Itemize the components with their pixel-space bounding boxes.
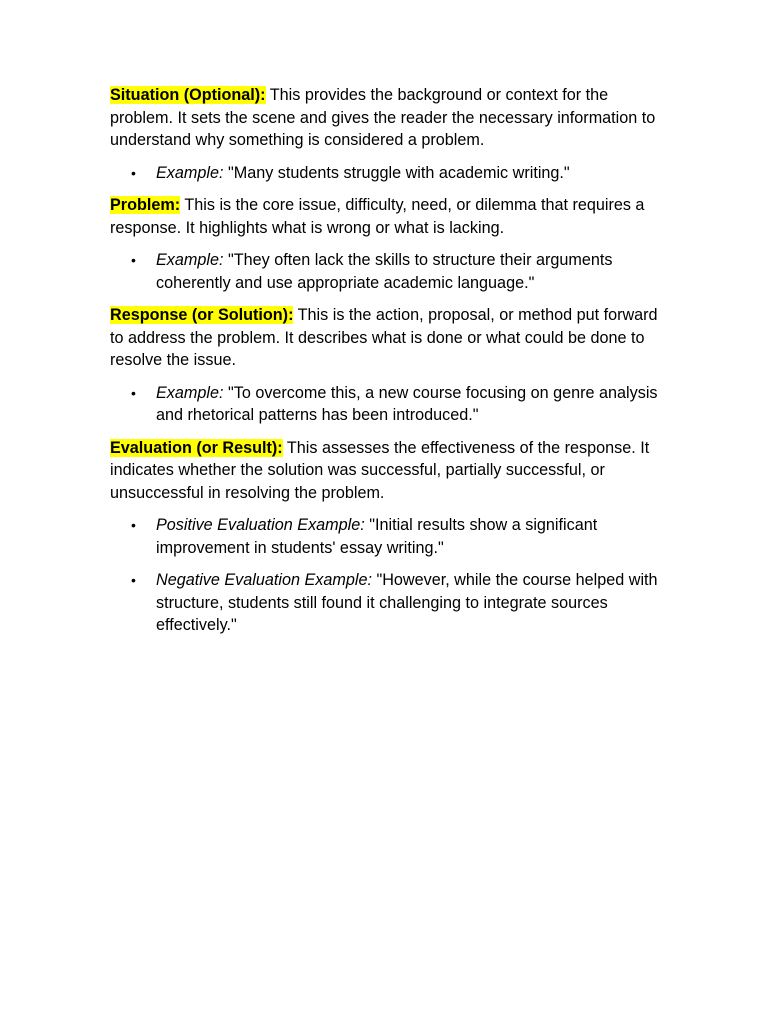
problem-paragraph bbox=[110, 194, 662, 239]
response-description: This is the action, proposal, or method put forward to address the problem. It describes what is done or what could be done to resolve the issue. bbox=[110, 306, 658, 369]
bullet-icon: • bbox=[131, 384, 136, 401]
evaluation-term: Evaluation (or Result): bbox=[110, 438, 283, 457]
example-quote: "Many students struggle with academic writing." bbox=[223, 163, 570, 182]
example-label: Example: bbox=[156, 163, 224, 182]
example-quote: "They often lack the skills to structure their arguments coherently and use appropriate academic language." bbox=[156, 251, 613, 292]
negative-evaluation-example-item bbox=[110, 569, 662, 637]
response-examples bbox=[110, 382, 662, 427]
situation-description: This provides the background or context for the problem. It sets the scene and gives the reader the necessary information to understand why something is considered a problem. bbox=[110, 86, 656, 149]
problem-description: This is the core issue, difficulty, need, or dilemma that requires a response. It highlights what is wrong or what is lacking. bbox=[110, 196, 645, 237]
positive-example-label: Positive Evaluation Example: bbox=[156, 516, 365, 534]
evaluation-description: This assesses the effectiveness of the response. It indicates whether the solution was successful, partially successful, or unsuccessful in resolving the problem. bbox=[110, 438, 650, 502]
negative-example-label: Negative Evaluation Example: bbox=[156, 571, 372, 589]
example-label: Example: bbox=[156, 383, 224, 402]
problem-example-item bbox=[110, 249, 662, 294]
situation-examples bbox=[110, 162, 662, 185]
bullet-icon: • bbox=[131, 572, 136, 588]
evaluation-examples bbox=[110, 514, 662, 637]
problem-term: Problem: bbox=[110, 196, 181, 214]
response-paragraph bbox=[110, 304, 662, 372]
situation-paragraph bbox=[110, 84, 662, 152]
evaluation-paragraph bbox=[110, 437, 662, 505]
bullet-icon: • bbox=[131, 164, 136, 181]
bullet-icon: • bbox=[131, 517, 136, 533]
example-label: Example: bbox=[156, 251, 224, 269]
bullet-icon: • bbox=[131, 252, 136, 268]
response-example-item bbox=[110, 382, 662, 427]
response-term: Response (or Solution): bbox=[110, 306, 294, 324]
situation-term: Situation (Optional): bbox=[110, 86, 266, 104]
example-quote: "To overcome this, a new course focusing on genre analysis and rhetorical patterns has been introduced." bbox=[156, 383, 658, 424]
positive-example-quote: "Initial results show a significant improvement in students' essay writing." bbox=[156, 516, 598, 557]
document-page bbox=[110, 84, 662, 647]
positive-evaluation-example-item bbox=[110, 514, 662, 559]
negative-example-quote: "However, while the course helped with structure, students still found it challenging to integrate sources effectively." bbox=[156, 571, 658, 634]
situation-example-item bbox=[110, 162, 662, 185]
problem-examples bbox=[110, 249, 662, 294]
